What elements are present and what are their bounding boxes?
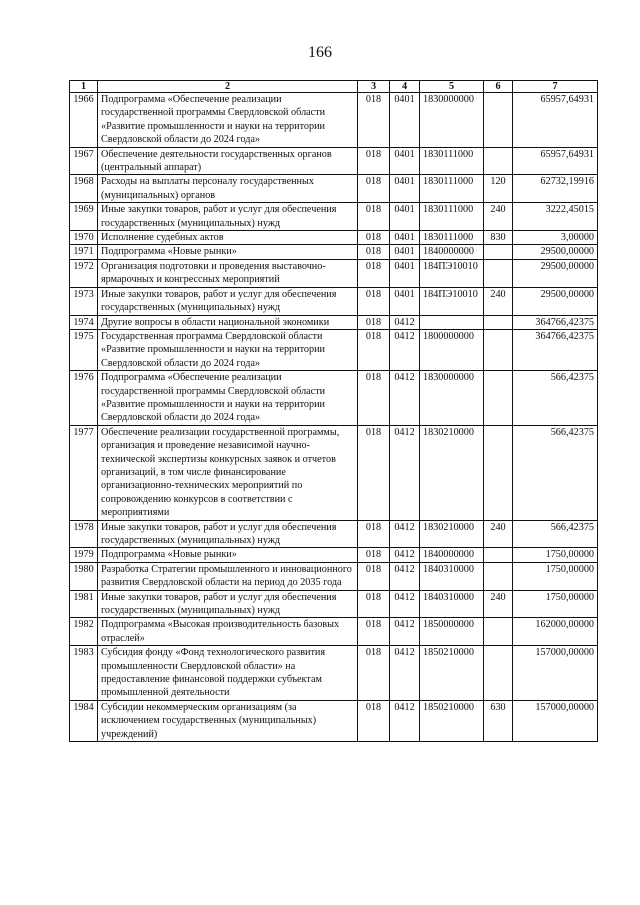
row-code-3: 018 xyxy=(358,245,390,259)
row-number: 1977 xyxy=(70,425,98,520)
row-code-5: 184ПЭ10010 xyxy=(420,259,484,287)
row-code-3: 018 xyxy=(358,646,390,701)
row-number: 1979 xyxy=(70,548,98,562)
row-amount: 364766,42375 xyxy=(513,315,598,329)
row-number: 1966 xyxy=(70,93,98,148)
row-number: 1983 xyxy=(70,646,98,701)
row-amount: 1750,00000 xyxy=(513,548,598,562)
row-number: 1973 xyxy=(70,287,98,315)
table-row xyxy=(70,245,598,259)
row-code-5: 184ПЭ10010 xyxy=(420,287,484,315)
row-code-3: 018 xyxy=(358,329,390,370)
row-code-6: 120 xyxy=(484,175,513,203)
row-code-6 xyxy=(484,329,513,370)
row-code-4: 0412 xyxy=(390,646,420,701)
budget-table xyxy=(69,80,598,742)
row-code-3: 018 xyxy=(358,425,390,520)
table-row xyxy=(70,287,598,315)
row-code-4: 0401 xyxy=(390,231,420,245)
row-number: 1976 xyxy=(70,371,98,426)
column-header: 1 xyxy=(70,81,98,93)
row-code-3: 018 xyxy=(358,93,390,148)
row-code-3: 018 xyxy=(358,548,390,562)
row-amount: 65957,64931 xyxy=(513,93,598,148)
row-name: Государственная программа Свердловской области «Развитие промышленности и науки на территории Свердловской области до 2024 года» xyxy=(98,329,358,370)
row-amount: 29500,00000 xyxy=(513,245,598,259)
row-code-3: 018 xyxy=(358,590,390,618)
row-code-6 xyxy=(484,562,513,590)
row-code-6 xyxy=(484,259,513,287)
row-code-6 xyxy=(484,147,513,175)
row-name: Подпрограмма «Новые рынки» xyxy=(98,548,358,562)
row-code-6: 630 xyxy=(484,700,513,741)
row-amount: 157000,00000 xyxy=(513,646,598,701)
row-code-3: 018 xyxy=(358,371,390,426)
row-number: 1984 xyxy=(70,700,98,741)
row-code-5: 1840000000 xyxy=(420,245,484,259)
row-amount: 3222,45015 xyxy=(513,203,598,231)
row-code-4: 0401 xyxy=(390,203,420,231)
table-row xyxy=(70,147,598,175)
row-code-5: 1830000000 xyxy=(420,93,484,148)
row-amount: 65957,64931 xyxy=(513,147,598,175)
row-code-4: 0412 xyxy=(390,425,420,520)
row-number: 1980 xyxy=(70,562,98,590)
column-header: 6 xyxy=(484,81,513,93)
row-code-4: 0412 xyxy=(390,371,420,426)
row-code-3: 018 xyxy=(358,259,390,287)
row-amount: 3,00000 xyxy=(513,231,598,245)
row-name: Подпрограмма «Высокая производительность базовых отраслей» xyxy=(98,618,358,646)
row-code-3: 018 xyxy=(358,562,390,590)
row-amount: 566,42375 xyxy=(513,425,598,520)
table-row xyxy=(70,562,598,590)
row-name: Иные закупки товаров, работ и услуг для обеспечения государственных (муниципальных) нужд xyxy=(98,203,358,231)
row-code-3: 018 xyxy=(358,520,390,548)
row-code-6: 240 xyxy=(484,590,513,618)
row-number: 1982 xyxy=(70,618,98,646)
row-code-4: 0412 xyxy=(390,700,420,741)
row-code-6 xyxy=(484,425,513,520)
row-number: 1968 xyxy=(70,175,98,203)
row-name: Разработка Стратегии промышленного и инновационного развития Свердловской области на период до 2035 года xyxy=(98,562,358,590)
table-row xyxy=(70,520,598,548)
row-amount: 162000,00000 xyxy=(513,618,598,646)
row-code-4: 0401 xyxy=(390,245,420,259)
row-name: Иные закупки товаров, работ и услуг для обеспечения государственных (муниципальных) нужд xyxy=(98,590,358,618)
row-code-5: 1830210000 xyxy=(420,425,484,520)
table-row xyxy=(70,425,598,520)
row-code-6 xyxy=(484,245,513,259)
row-name: Обеспечение деятельности государственных органов (центральный аппарат) xyxy=(98,147,358,175)
row-number: 1972 xyxy=(70,259,98,287)
table-row xyxy=(70,548,598,562)
row-code-6: 240 xyxy=(484,203,513,231)
column-header: 3 xyxy=(358,81,390,93)
row-amount: 29500,00000 xyxy=(513,287,598,315)
row-number: 1967 xyxy=(70,147,98,175)
row-code-6 xyxy=(484,315,513,329)
table-row xyxy=(70,315,598,329)
row-name: Субсидии некоммерческим организациям (за исключением государственных (муниципальных) учреждений) xyxy=(98,700,358,741)
row-amount: 566,42375 xyxy=(513,520,598,548)
row-code-5 xyxy=(420,315,484,329)
row-amount: 29500,00000 xyxy=(513,259,598,287)
table-row xyxy=(70,93,598,148)
table-row xyxy=(70,590,598,618)
row-code-4: 0401 xyxy=(390,175,420,203)
row-name: Расходы на выплаты персоналу государственных (муниципальных) органов xyxy=(98,175,358,203)
row-name: Иные закупки товаров, работ и услуг для обеспечения государственных (муниципальных) нужд xyxy=(98,287,358,315)
table-row xyxy=(70,231,598,245)
table-row xyxy=(70,371,598,426)
row-code-5: 1830210000 xyxy=(420,520,484,548)
row-code-3: 018 xyxy=(358,315,390,329)
row-name: Другие вопросы в области национальной экономики xyxy=(98,315,358,329)
table-row xyxy=(70,175,598,203)
column-header: 5 xyxy=(420,81,484,93)
row-code-6 xyxy=(484,618,513,646)
table-row xyxy=(70,329,598,370)
row-number: 1974 xyxy=(70,315,98,329)
row-code-4: 0412 xyxy=(390,618,420,646)
row-code-4: 0412 xyxy=(390,562,420,590)
row-code-4: 0412 xyxy=(390,329,420,370)
column-header: 4 xyxy=(390,81,420,93)
row-amount: 157000,00000 xyxy=(513,700,598,741)
row-code-6 xyxy=(484,548,513,562)
row-code-3: 018 xyxy=(358,203,390,231)
row-code-5: 1840000000 xyxy=(420,548,484,562)
row-name: Иные закупки товаров, работ и услуг для обеспечения государственных (муниципальных) нужд xyxy=(98,520,358,548)
row-code-3: 018 xyxy=(358,618,390,646)
row-name: Подпрограмма «Новые рынки» xyxy=(98,245,358,259)
row-code-3: 018 xyxy=(358,231,390,245)
row-code-4: 0412 xyxy=(390,315,420,329)
row-code-4: 0401 xyxy=(390,287,420,315)
table-body xyxy=(70,93,598,742)
row-code-5: 1830111000 xyxy=(420,203,484,231)
row-code-3: 018 xyxy=(358,175,390,203)
row-number: 1975 xyxy=(70,329,98,370)
row-code-6: 240 xyxy=(484,287,513,315)
row-name: Организация подготовки и проведения выставочно-ярмарочных и конгрессных мероприятий xyxy=(98,259,358,287)
row-code-5: 1830000000 xyxy=(420,371,484,426)
table-header-row xyxy=(70,81,598,93)
row-code-5: 1830111000 xyxy=(420,175,484,203)
row-name: Исполнение судебных актов xyxy=(98,231,358,245)
row-number: 1971 xyxy=(70,245,98,259)
row-code-3: 018 xyxy=(358,700,390,741)
row-code-4: 0412 xyxy=(390,548,420,562)
row-name: Подпрограмма «Обеспечение реализации государственной программы Свердловской области «Развитие промышленности и науки на территории Свердловской области до 2024 года» xyxy=(98,93,358,148)
table-row xyxy=(70,259,598,287)
row-amount: 1750,00000 xyxy=(513,562,598,590)
table-row xyxy=(70,203,598,231)
row-amount: 1750,00000 xyxy=(513,590,598,618)
row-code-4: 0401 xyxy=(390,259,420,287)
table-row xyxy=(70,646,598,701)
row-code-6: 240 xyxy=(484,520,513,548)
column-header: 7 xyxy=(513,81,598,93)
row-code-6 xyxy=(484,93,513,148)
row-code-6 xyxy=(484,371,513,426)
row-number: 1969 xyxy=(70,203,98,231)
row-code-5: 1840310000 xyxy=(420,562,484,590)
row-code-3: 018 xyxy=(358,147,390,175)
row-code-6: 830 xyxy=(484,231,513,245)
row-code-4: 0401 xyxy=(390,147,420,175)
page-number: 166 xyxy=(308,44,332,61)
row-name: Субсидия фонду «Фонд технологического развития промышленности Свердловской области» на предоставление финансовой поддержки субъектам промышленной деятельности xyxy=(98,646,358,701)
row-code-4: 0412 xyxy=(390,520,420,548)
row-code-5: 1850210000 xyxy=(420,646,484,701)
table-row xyxy=(70,700,598,741)
row-amount: 566,42375 xyxy=(513,371,598,426)
row-number: 1970 xyxy=(70,231,98,245)
row-amount: 364766,42375 xyxy=(513,329,598,370)
table-row xyxy=(70,618,598,646)
row-code-4: 0412 xyxy=(390,590,420,618)
row-amount: 62732,19916 xyxy=(513,175,598,203)
row-name: Обеспечение реализации государственной программы, организация и проведение независимой научно-технической экспертизы конкурсных заявок и отчетов организаций, в том числе финансирование организационно-технических мероприятий по сопровождению конкурсов в соответствии с мероприятиями xyxy=(98,425,358,520)
row-code-5: 1840310000 xyxy=(420,590,484,618)
row-number: 1981 xyxy=(70,590,98,618)
column-header: 2 xyxy=(98,81,358,93)
row-code-3: 018 xyxy=(358,287,390,315)
row-code-5: 1800000000 xyxy=(420,329,484,370)
row-code-5: 1850210000 xyxy=(420,700,484,741)
row-number: 1978 xyxy=(70,520,98,548)
row-code-4: 0401 xyxy=(390,93,420,148)
row-name: Подпрограмма «Обеспечение реализации государственной программы Свердловской области «Развитие промышленности и науки на территории Свердловской области до 2024 года» xyxy=(98,371,358,426)
row-code-5: 1830111000 xyxy=(420,231,484,245)
row-code-5: 1830111000 xyxy=(420,147,484,175)
row-code-5: 1850000000 xyxy=(420,618,484,646)
row-code-6 xyxy=(484,646,513,701)
